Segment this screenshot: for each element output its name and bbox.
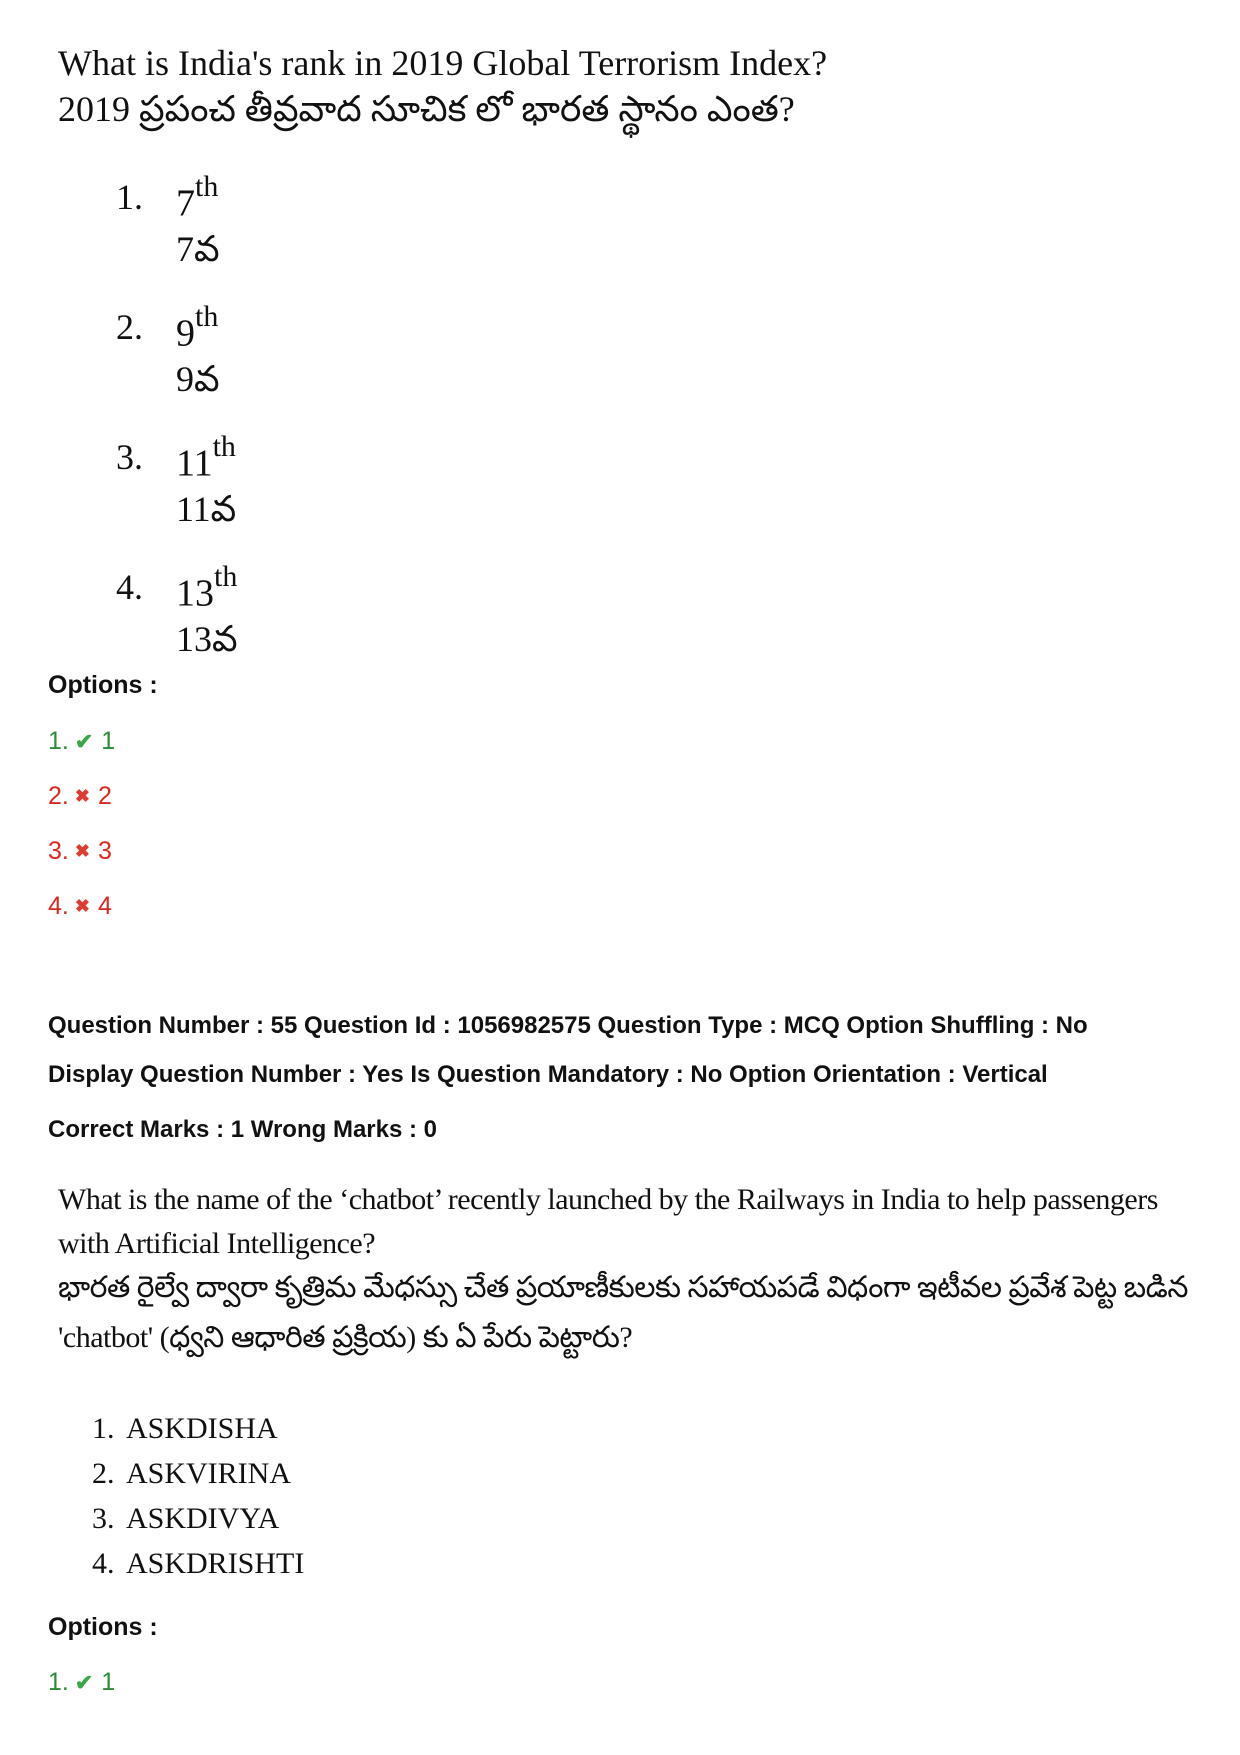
question-2-option: 1. ASKDISHA [92, 1412, 278, 1445]
question-1-text-te: 2019 ప్రపంచ తీవ్రవాద సూచిక లో భారత స్థానం ఎంత? [58, 89, 795, 129]
cross-icon: ✖ [74, 896, 90, 916]
question-meta-line-3: Correct Marks : 1 Wrong Marks : 0 [48, 1116, 438, 1143]
option-number: 3. [116, 437, 143, 477]
cross-icon: ✖ [74, 786, 90, 806]
option-value: 9th [176, 300, 219, 355]
option-number: 2. [116, 307, 143, 347]
question-2-option: 3. ASKDIVYA [92, 1502, 280, 1535]
option-value-te: 9వ [176, 359, 220, 399]
option-value-te: 11వ [176, 489, 237, 529]
answer-option: 3. ✖ 3 [48, 837, 112, 865]
question-1-text-en: What is India's rank in 2019 Global Terrorism Index? [58, 43, 828, 83]
cross-icon: ✖ [74, 841, 90, 861]
question-2-option: 2. ASKVIRINA [92, 1457, 291, 1490]
options-label: Options : [48, 671, 158, 699]
answer-option: 1. ✔ 1 [48, 727, 116, 755]
question-2-option-list [92, 1412, 304, 1592]
question-2-text-en: with Artificial Intelligence? [58, 1227, 376, 1260]
answer-option: 1. ✔ 1 [48, 1668, 116, 1696]
option-number: 1. [116, 177, 143, 217]
question-2-text-te: 'chatbot' (ధ్వని ఆధారిత ప్రక్రియ) కు ఏ పేరు పెట్టారు? [58, 1321, 633, 1354]
answer-option: 2. ✖ 2 [48, 782, 112, 810]
answer-option: 4. ✖ 4 [48, 892, 112, 920]
question-1 [58, 40, 827, 132]
question-meta-line-1: Question Number : 55 Question Id : 1056982575 Question Type : MCQ Option Shuffling : No [48, 1012, 1088, 1039]
options-label: Options : [48, 1613, 158, 1641]
option-number: 4. [116, 567, 143, 607]
option-value: 7th [176, 170, 219, 225]
question-2-text-te: భారత రైల్వే ద్వారా కృత్రిమ మేధస్సు చేత ప్రయాణీకులకు సహాయపడే విధంగా ఇటీవల ప్రవేశ పెట్ట బడిన [58, 1271, 1188, 1304]
option-value: 13th [176, 560, 238, 615]
option-value-te: 7వ [176, 229, 220, 269]
check-icon: ✔ [74, 1669, 94, 1695]
question-meta-line-2: Display Question Number : Yes Is Question Mandatory : No Option Orientation : Vertical [48, 1061, 1048, 1088]
option-value-te: 13వ [176, 619, 238, 659]
option-value: 11th [176, 430, 236, 485]
question-2-text-en: What is the name of the ‘chatbot’ recently launched by the Railways in India to help passengers [58, 1183, 1158, 1216]
check-icon: ✔ [74, 728, 94, 754]
question-2-option: 4. ASKDRISHTI [92, 1547, 305, 1580]
question-2 [58, 1178, 1188, 1360]
